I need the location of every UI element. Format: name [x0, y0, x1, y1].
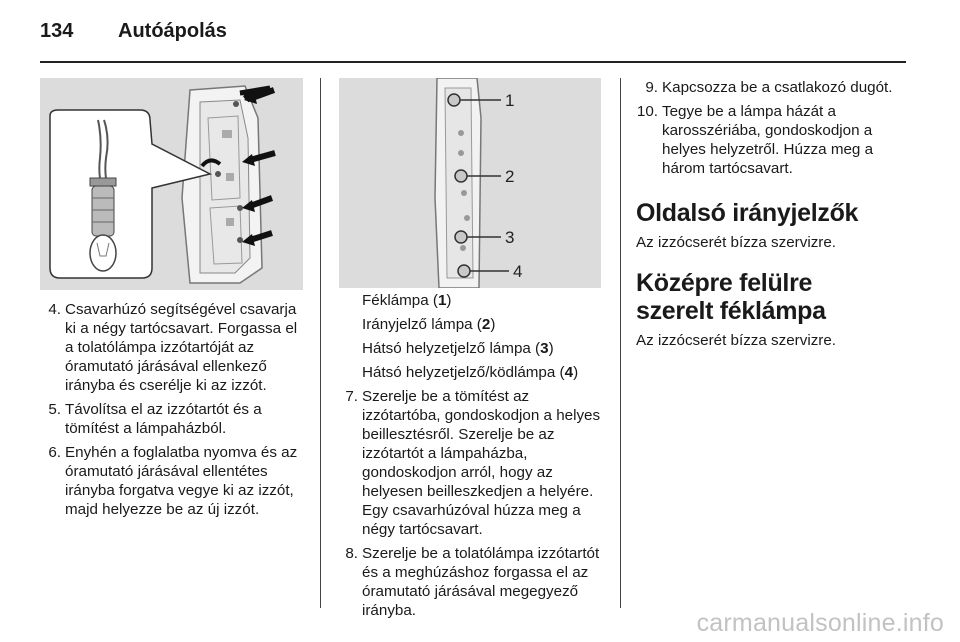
step-number: 8.	[345, 545, 358, 562]
step-8	[338, 544, 604, 620]
step-text: Távolítsa el az izzótartót és a tömítést a lámpaházból.	[65, 401, 262, 437]
legend-item-3: Hátsó helyzetjelző lámpa (3)	[362, 340, 554, 357]
middle-column	[338, 291, 604, 625]
header-rule	[40, 61, 906, 63]
figure-legend	[338, 291, 604, 382]
step-number: 9.	[645, 79, 658, 96]
page-header	[40, 20, 227, 43]
step-7	[338, 387, 604, 539]
step-number: 4.	[48, 301, 61, 318]
section-heading: Középre felülre szerelt féklámpa	[636, 269, 826, 325]
step-number: 7.	[345, 388, 358, 405]
step-10	[636, 102, 900, 178]
left-column-steps	[40, 300, 308, 524]
section-heading: Oldalsó irányjelzők	[636, 199, 859, 227]
figure-label-3: 3	[505, 228, 515, 247]
step-text: Enyhén a foglalatba nyomva és az óramutató járásával ellentétes irányba forgatva vegye ki az izzót, majd helyezze be az új izzót.	[65, 444, 298, 518]
step-5	[40, 400, 308, 438]
step-number: 10.	[636, 103, 658, 120]
column-divider-left	[320, 78, 321, 608]
figure-lamp-positions	[339, 78, 601, 288]
step-text: Szerelje be a tömítést az izzótartóba, gondoskodjon a helyes beillesztésről. Szerelje be az izzótartót a lámpaházba, gondoskodjon arról, hogy az helyesen beilleszkedjen a helyére. Egy csavarhúzóval húzza meg a négy tartócsavart.	[362, 388, 601, 538]
figure-label-2: 2	[505, 167, 515, 186]
step-number: 5.	[48, 401, 61, 418]
figure-label-4: 4	[513, 262, 523, 281]
legend-item-1: Féklámpa (1)	[362, 292, 452, 309]
figure-lamp-screws	[40, 78, 303, 290]
step-text: Kapcsozza be a csatlakozó dugót.	[662, 79, 893, 96]
step-6	[40, 443, 308, 519]
right-column	[636, 78, 900, 350]
column-divider-right	[620, 78, 621, 608]
lamp-screws-illustration	[40, 78, 303, 290]
section-side-indicators	[636, 199, 900, 252]
watermark: carmanualsonline.info	[696, 609, 944, 637]
step-text: Csavarhúzó segítségével csavarja ki a négy tartócsavart. Forgassa el a tolatólámpa izzótartóját az óramutató járásával ellenkező irányba és cserélje ki az izzót.	[65, 301, 298, 394]
legend-item-2: Irányjelző lámpa (2)	[362, 316, 496, 333]
step-number: 6.	[48, 444, 61, 461]
section-body: Az izzócserét bízza szervizre.	[636, 332, 837, 349]
step-text: Tegye be a lámpa házát a karosszériába, gondoskodjon a helyes helyzetről. Húzza meg a három tartócsavart.	[662, 103, 874, 177]
step-text: Szerelje be a tolatólámpa izzótartót és a meghúzáshoz forgassa el az óramutató járásával megegyező irányba.	[362, 545, 600, 619]
chapter-title: Autóápolás	[118, 20, 227, 42]
step-4	[40, 300, 308, 395]
step-9	[636, 78, 900, 97]
page-number: 134	[40, 20, 74, 42]
legend-item-4: Hátsó helyzetjelző/ködlámpa (4)	[362, 364, 579, 381]
section-body: Az izzócserét bízza szervizre.	[636, 234, 837, 251]
section-center-brake-light	[636, 269, 900, 350]
lamp-positions-illustration	[339, 78, 601, 288]
figure-label-1: 1	[505, 91, 515, 110]
